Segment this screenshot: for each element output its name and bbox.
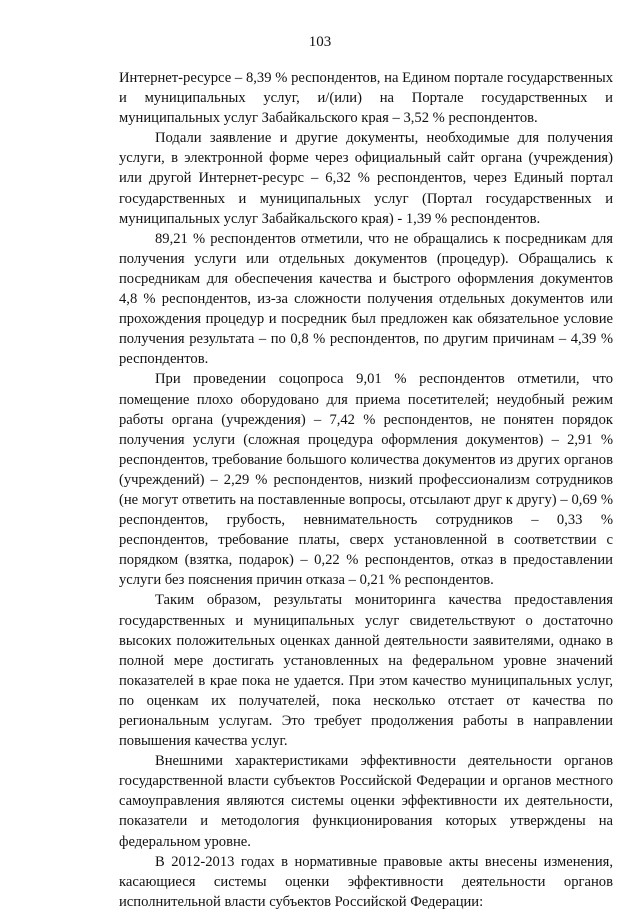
document-body <box>119 68 613 912</box>
paragraph-intermediaries: 89,21 % респондентов отметили, что не обращались к посредникам для получения услуги или отдельных документов (процедур). Обращались к посредникам для обеспечения качества и быстрого оформления документов 4,8 % респондентов, из-за сложности получения отдельных документов или прохождения процедур и посредник был предложен как обязательное условие получения результата – по 0,8 % респондентов, по другим причинам – 4,39 % респондентов. <box>119 230 613 368</box>
paragraph-electronic-submission: Подали заявление и другие документы, необходимые для получения услуги, в электронной форме через официальный сайт органа (учреждения) или другой Интернет-ресурс – 6,32 % респондентов, через Единый портал государственных и муниципальных услуг (Портал государственных и муниципальных услуг Забайкальского края) - 1,39 % респондентов. <box>119 130 613 227</box>
paragraph-external-characteristics: Внешними характеристиками эффективности деятельности органов государственной власти субъектов Российской Федерации и органов местного самоуправления являются системы оценки эффективности их деятельности, показатели и методология функционирования которых утверждены на федеральном уровне. <box>119 753 613 850</box>
paragraph-survey-complaints: При проведении соцопроса 9,01 % респондентов отметили, что помещение плохо оборудовано для приема посетителей; неудобный режим работы органа (учреждения) – 7,42 % респондентов, не понятен порядок получения услуги (сложная процедура оформления документов) – 2,91 % респондентов, требование большого количества документов из других органов (учреждений) – 2,29 % респондентов, низкий профессионализм сотрудников (не могут ответить на поставленные вопросы, отсылают друг к другу) – 0,69 % респондентов, грубость, невнимательность сотрудников – 0,33 % респондентов, требование платы, сверх установленной в соответствии с порядком (взятка, подарок) – 0,22 % респондентов, отказ в предоставлении услуги без пояснения причин отказа – 0,21 % респондентов. <box>119 371 613 589</box>
paragraph-regulatory-changes: В 2012-2013 годах в нормативные правовые акты внесены изменения, касающиеся системы оценки эффективности деятельности органов исполнительной власти субъектов Российской Федерации: <box>119 853 613 910</box>
paragraph-internet-resource: Интернет-ресурсе – 8,39 % респондентов, на Едином портале государственных и муниципальных услуг, и/(или) на Портале государственных и муниципальных услуг Забайкальского края – 3,52 % респондентов. <box>119 70 613 127</box>
paragraph-conclusion: Таким образом, результаты мониторинга качества предоставления государственных и муниципальных услуг свидетельствуют о достаточно высоких положительных оценках данной деятельности заявителями, однако в полной мере достигать установленных на федеральном уровне значений показателей в крае пока не удается. При этом качество муниципальных услуг, по оценкам их получателей, пока несколько отстает от качества по региональным услугам. Это требует продолжения работы в направлении повышения качества услуг. <box>119 592 613 750</box>
page-number: 103 <box>308 34 332 50</box>
